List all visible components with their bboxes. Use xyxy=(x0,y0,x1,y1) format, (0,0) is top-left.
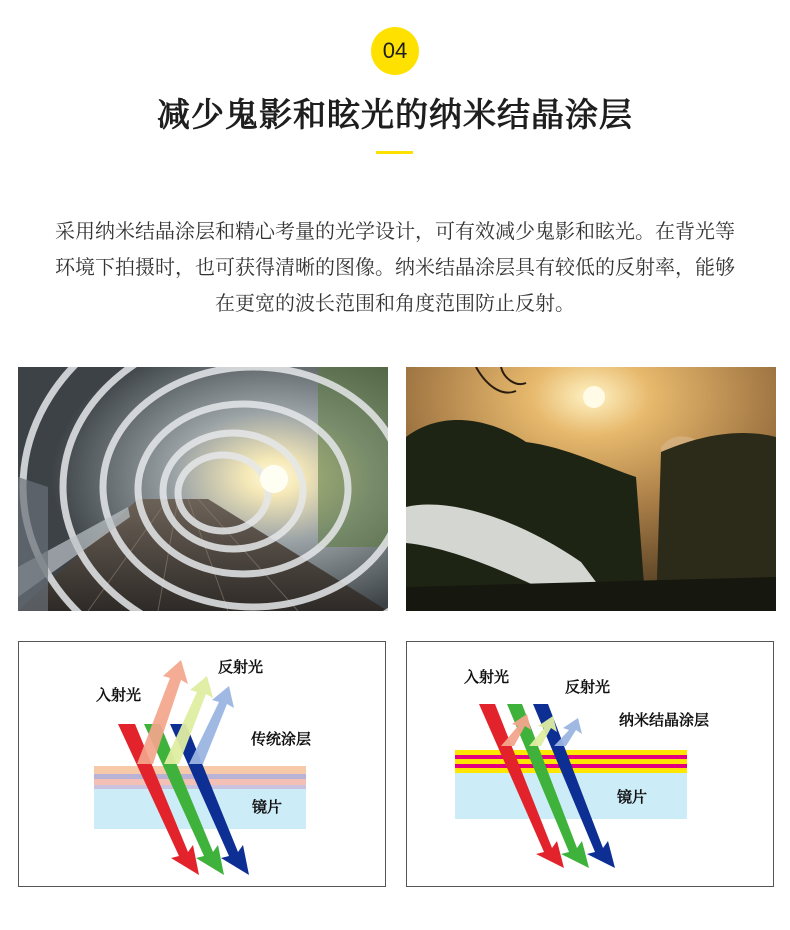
lens-label: 镜片 xyxy=(617,788,648,806)
section-number-badge: 04 xyxy=(371,27,419,75)
section-description: 采用纳米结晶涂层和精心考量的光学设计，可有效减少鬼影和眩光。在背光等环境下拍摄时，也可获得清晰的图像。纳米结晶涂层具有较低的反射率，能够在更宽的波长范围和角度范围防止反射。 xyxy=(55,219,735,315)
incident-light-label: 入射光 xyxy=(464,668,510,686)
reflected-light-label: 反射光 xyxy=(565,678,611,696)
coating-label: 纳米结晶涂层 xyxy=(619,711,710,729)
bridge-backlight-photo xyxy=(18,367,388,611)
section-title: 减少鬼影和眩光的纳米结晶涂层 xyxy=(157,95,633,134)
waterfall-sunset-photo xyxy=(406,367,776,611)
title-divider xyxy=(376,151,413,154)
coating-label: 传统涂层 xyxy=(251,730,312,748)
incident-light-label: 入射光 xyxy=(96,686,142,704)
reflected-light-label: 反射光 xyxy=(218,658,264,676)
lens-label: 镜片 xyxy=(252,798,283,816)
conventional-coating-diagram xyxy=(18,641,386,887)
nano-crystal-coating-diagram xyxy=(406,641,774,887)
